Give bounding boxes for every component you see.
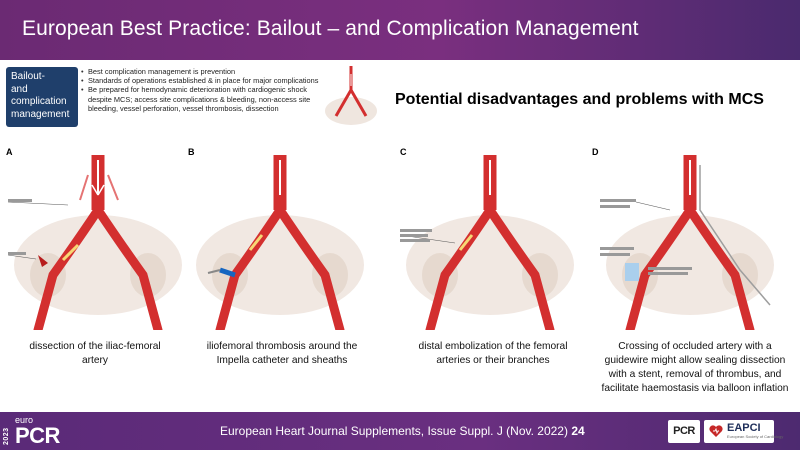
slide-title: European Best Practice: Bailout – and Complication Management: [22, 17, 639, 40]
thumbnail-illustration: [322, 66, 380, 128]
eapci-logo-badge: [704, 420, 784, 443]
panel-d-illustration: [600, 155, 780, 330]
footer-euro-label: euro: [15, 415, 34, 425]
eapci-label: EAPCI: [727, 422, 761, 434]
page-number: 24: [571, 424, 585, 438]
badge-line: and: [11, 83, 28, 95]
badge-line: Bailout-: [11, 71, 45, 82]
panel-letter-a: A: [6, 147, 13, 157]
panel-b-illustration: [190, 155, 370, 330]
panel-letter-c: C: [400, 147, 407, 157]
heart-icon: [708, 423, 724, 439]
caption-panel-c: distal embolization of the femoral arteries or their branches: [418, 341, 568, 366]
footer-reference: [220, 424, 585, 438]
pcr-logo-badge: PCR: [668, 420, 700, 443]
panel-letter-b: B: [188, 147, 195, 157]
bullet-item: • Be prepared for hemodynamic deterioration with cardiogenic shock despite MCS; access site complications & bleeding, non-access site bleeding, vessel perforation, vessel thrombosis, dissection: [81, 85, 319, 113]
badge-line: management: [11, 108, 70, 120]
caption-panel-d: Crossing of occluded artery with a guidewire might allow sealing dissection with a stent, removal of thrombus, and facilitate haemostasis via balloon inflation: [601, 341, 789, 394]
caption-panel-b: iliofemoral thrombosis around the Impella catheter and sheaths: [206, 341, 358, 366]
footer-pcr-logo: PCR: [15, 423, 60, 448]
bailout-badge: [6, 67, 78, 127]
reference-text: European Heart Journal Supplements, Issue Suppl. J (Nov. 2022): [220, 424, 568, 438]
caption-panel-a: dissection of the iliac-femoral artery: [29, 341, 161, 366]
bullet-list: [81, 67, 319, 113]
footer-year: 2023: [3, 427, 10, 445]
bullet-item: • Standards of operations established & in place for major complications: [81, 76, 319, 85]
badge-line: complication: [11, 96, 67, 107]
section-title: Potential disadvantages and problems with MCS: [395, 91, 764, 108]
panel-a-illustration: [8, 155, 188, 330]
bullet-item: • Best complication management is prevention: [81, 67, 319, 76]
panel-letter-d: D: [592, 147, 599, 157]
eapci-sublabel: European Society of Cardiology: [727, 434, 784, 439]
panel-c-illustration: [400, 155, 580, 330]
header-bar: [0, 0, 800, 60]
footer-bar: [0, 412, 800, 450]
